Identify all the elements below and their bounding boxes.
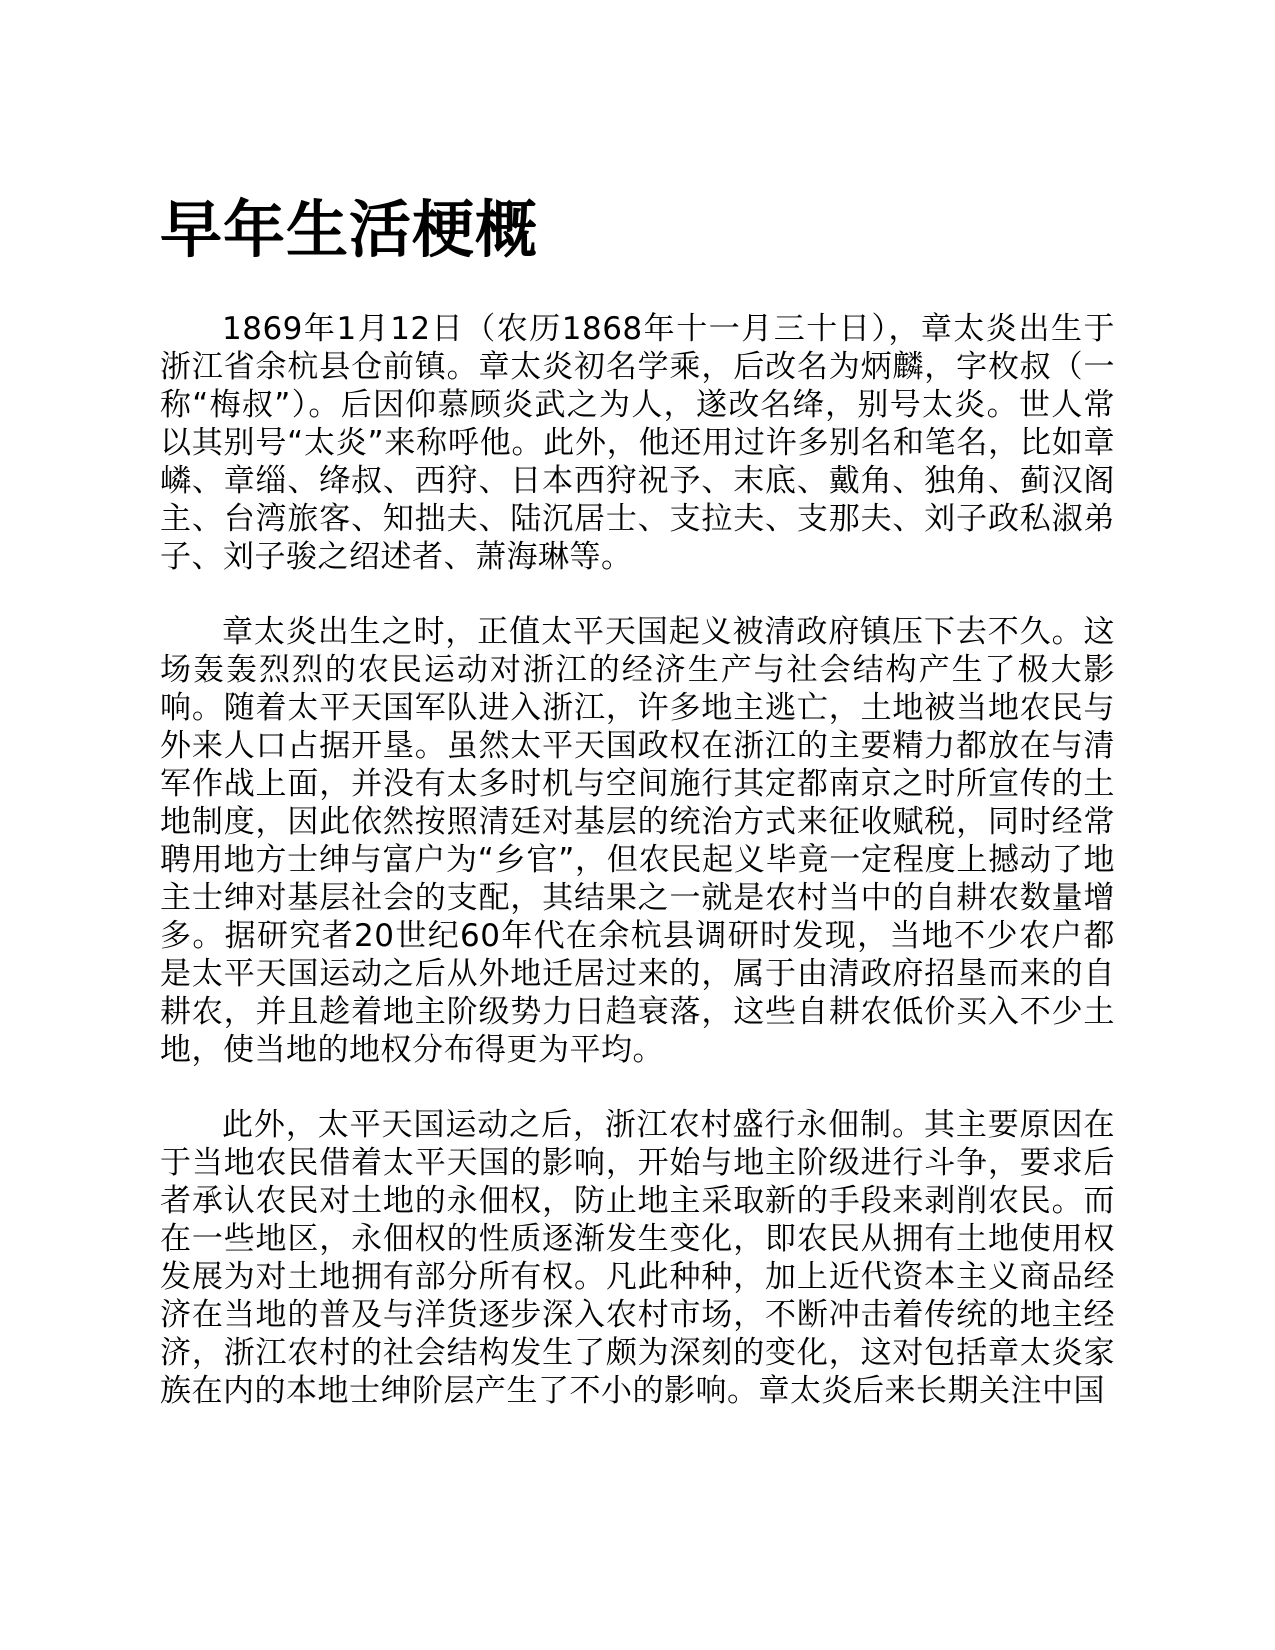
document-title: 早年生活梗概 <box>160 193 539 266</box>
paragraph-taiping-background: 章太炎出生之时，正值太平天国起义被清政府镇压下去不久。这场轰轰烈烈的农民运动对浙江的经济生产与社会结构产生了极大影响。随着太平天国军队进入浙江，许多地主逃亡，土地被当地农民与外来人口占据开垦。虽然太平天国政权在浙江的主要精力都放在与清军作战上面，并没有太多时机与空间施行其定都南京之时所宣传的土地制度，因此依然按照清廷对基层的统治方式来征收赋税，同时经常聘用地方士绅与富户为“乡官”，但农民起义毕竟一定程度上撼动了地主士绅对基层社会的支配，其结果之一就是农村当中的自耕农数量增多。据研究者20世纪60年代在余杭县调研时发现，当地不少农户都是太平天国运动之后从外地迁居过来的，属于由清政府招垦而来的自耕农，并且趁着地主阶级势力日趋衰落，这些自耕农低价买入不少土地，使当地的地权分布得更为平均。 <box>160 614 1115 1068</box>
document-page <box>160 190 1115 1610</box>
paragraph-tenancy-system: 此外，太平天国运动之后，浙江农村盛行永佃制。其主要原因在于当地农民借着太平天国的影响，开始与地主阶级进行斗争，要求后者承认农民对土地的永佃权，防止地主采取新的手段来剥削农民。而在一些地区，永佃权的性质逐渐发生变化，即农民从拥有土地使用权发展为对土地拥有部分所有权。凡此种种，加上近代资本主义商品经济在当地的普及与洋货逐步深入农村市场，不断冲击着传统的地主经济，浙江农村的社会结构发生了颇为深刻的变化，这对包括章太炎家族在内的本地士绅阶层产生了不小的影响。章太炎后来长期关注中国 <box>160 1107 1115 1409</box>
paragraph-birth-and-names: 1869年1月12日（农历1868年十一月三十日），章太炎出生于浙江省余杭县仓前镇。章太炎初名学乘，后改名为炳麟，字枚叔（一称“梅叔”）。后因仰慕顾炎武之为人，遂改名绛，别号太炎。世人常以其别号“太炎”来称呼他。此外，他还用过许多别名和笔名，比如章嶙、章缁、绛叔、西狩、日本西狩祝予、末底、戴角、独角、蓟汉阁主、台湾旅客、知拙夫、陆沉居士、支拉夫、支那夫、刘子政私淑弟子、刘子骏之绍述者、萧海琳等。 <box>160 311 1115 575</box>
